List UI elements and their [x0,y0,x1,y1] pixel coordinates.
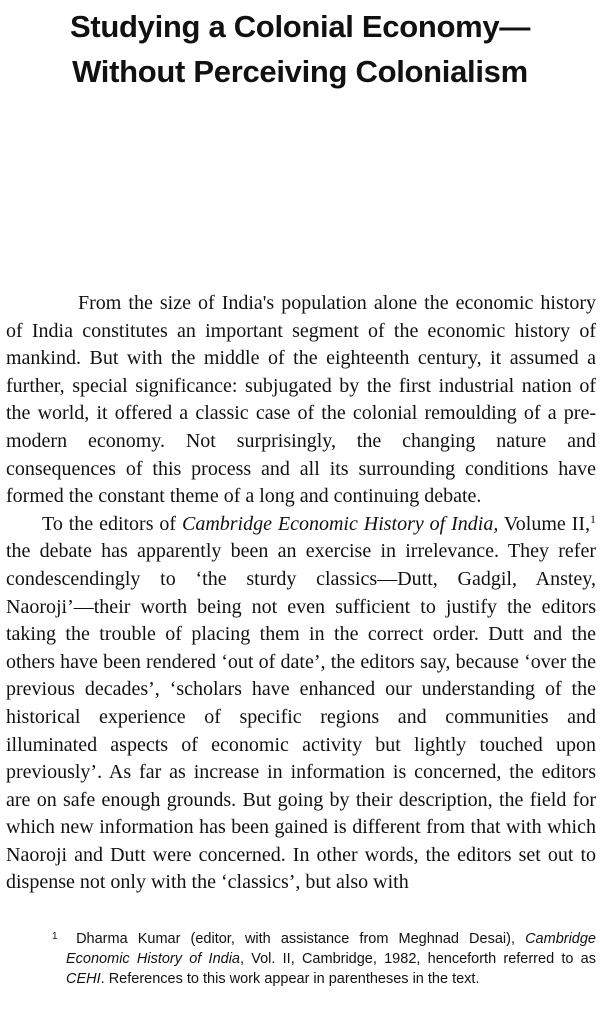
chapter-title-line-2: Without Perceiving Colonialism [72,54,528,89]
footnote-text-2: , Vol. II, Cambridge, 1982, henceforth referred to as [239,951,596,967]
paragraph-2 [6,511,596,897]
footnote: 1 Dharma Kumar (editor, with assistance from Meghnad Desai), Cambridge Economic History of India, Vol. II, Cambridge, 1982, henceforth referred to as CEHI. References to this work appear in parentheses in the text. [52,931,596,987]
paragraph-2-volume: Volume II, [498,512,590,535]
body-text [6,290,596,897]
footnote-reference: 1 [590,511,596,526]
paragraph-2-intro: To the editors of [42,512,182,535]
chapter-title [0,4,600,94]
footnote-abbreviation: CEHI [66,971,101,987]
paragraph-2-text: the debate has apparently been an exercise in irrelevance. They refer condescendingly to ‘the sturdy classics—Dutt, Gadgil, Anstey, Naoroji’—their worth being not even sufficient to justify the editors taking the trouble of placing them in the correct order. Dutt and the others have been rendered ‘out of date’, the editors say, because ‘over the previous decades’, ‘scholars have enhanced our understanding of the historical experience of specific regions and communities and illuminated aspects of economic activity but lightly touched upon previously’. As far as increase in information is concerned, the editors are on safe enough grounds. But going by their description, the field for which new information has been gained is different from that with which Naoroji and Dutt were concerned. In other words, the editors set out to dispense not only with the ‘classics’, but also with [6,540,596,894]
footnote-text-1: Dharma Kumar (editor, with assistance from Meghnad Desai), [66,931,526,947]
footnote-text-3: . References to this work appear in parentheses in the text. [100,971,480,987]
footnote-book-title: Cambridge Economic History of India [66,931,596,967]
book-title-cehi: Cambridge Economic History of India, [181,512,499,535]
paragraph-1: From the size of India's population alone the economic history of India constitutes an important segment of the economic history of mankind. But with the middle of the eighteenth century, it assumed a further, special significance: subjugated by the first industrial nation of the world, it offered a classic case of the colonial remoulding of a pre-modern economy. Not surprisingly, the changing nature and consequences of this process and all its surrounding conditions have formed the constant theme of a long and continuing debate. [6,292,596,508]
chapter-title-line-1: Studying a Colonial Economy— [69,9,531,44]
